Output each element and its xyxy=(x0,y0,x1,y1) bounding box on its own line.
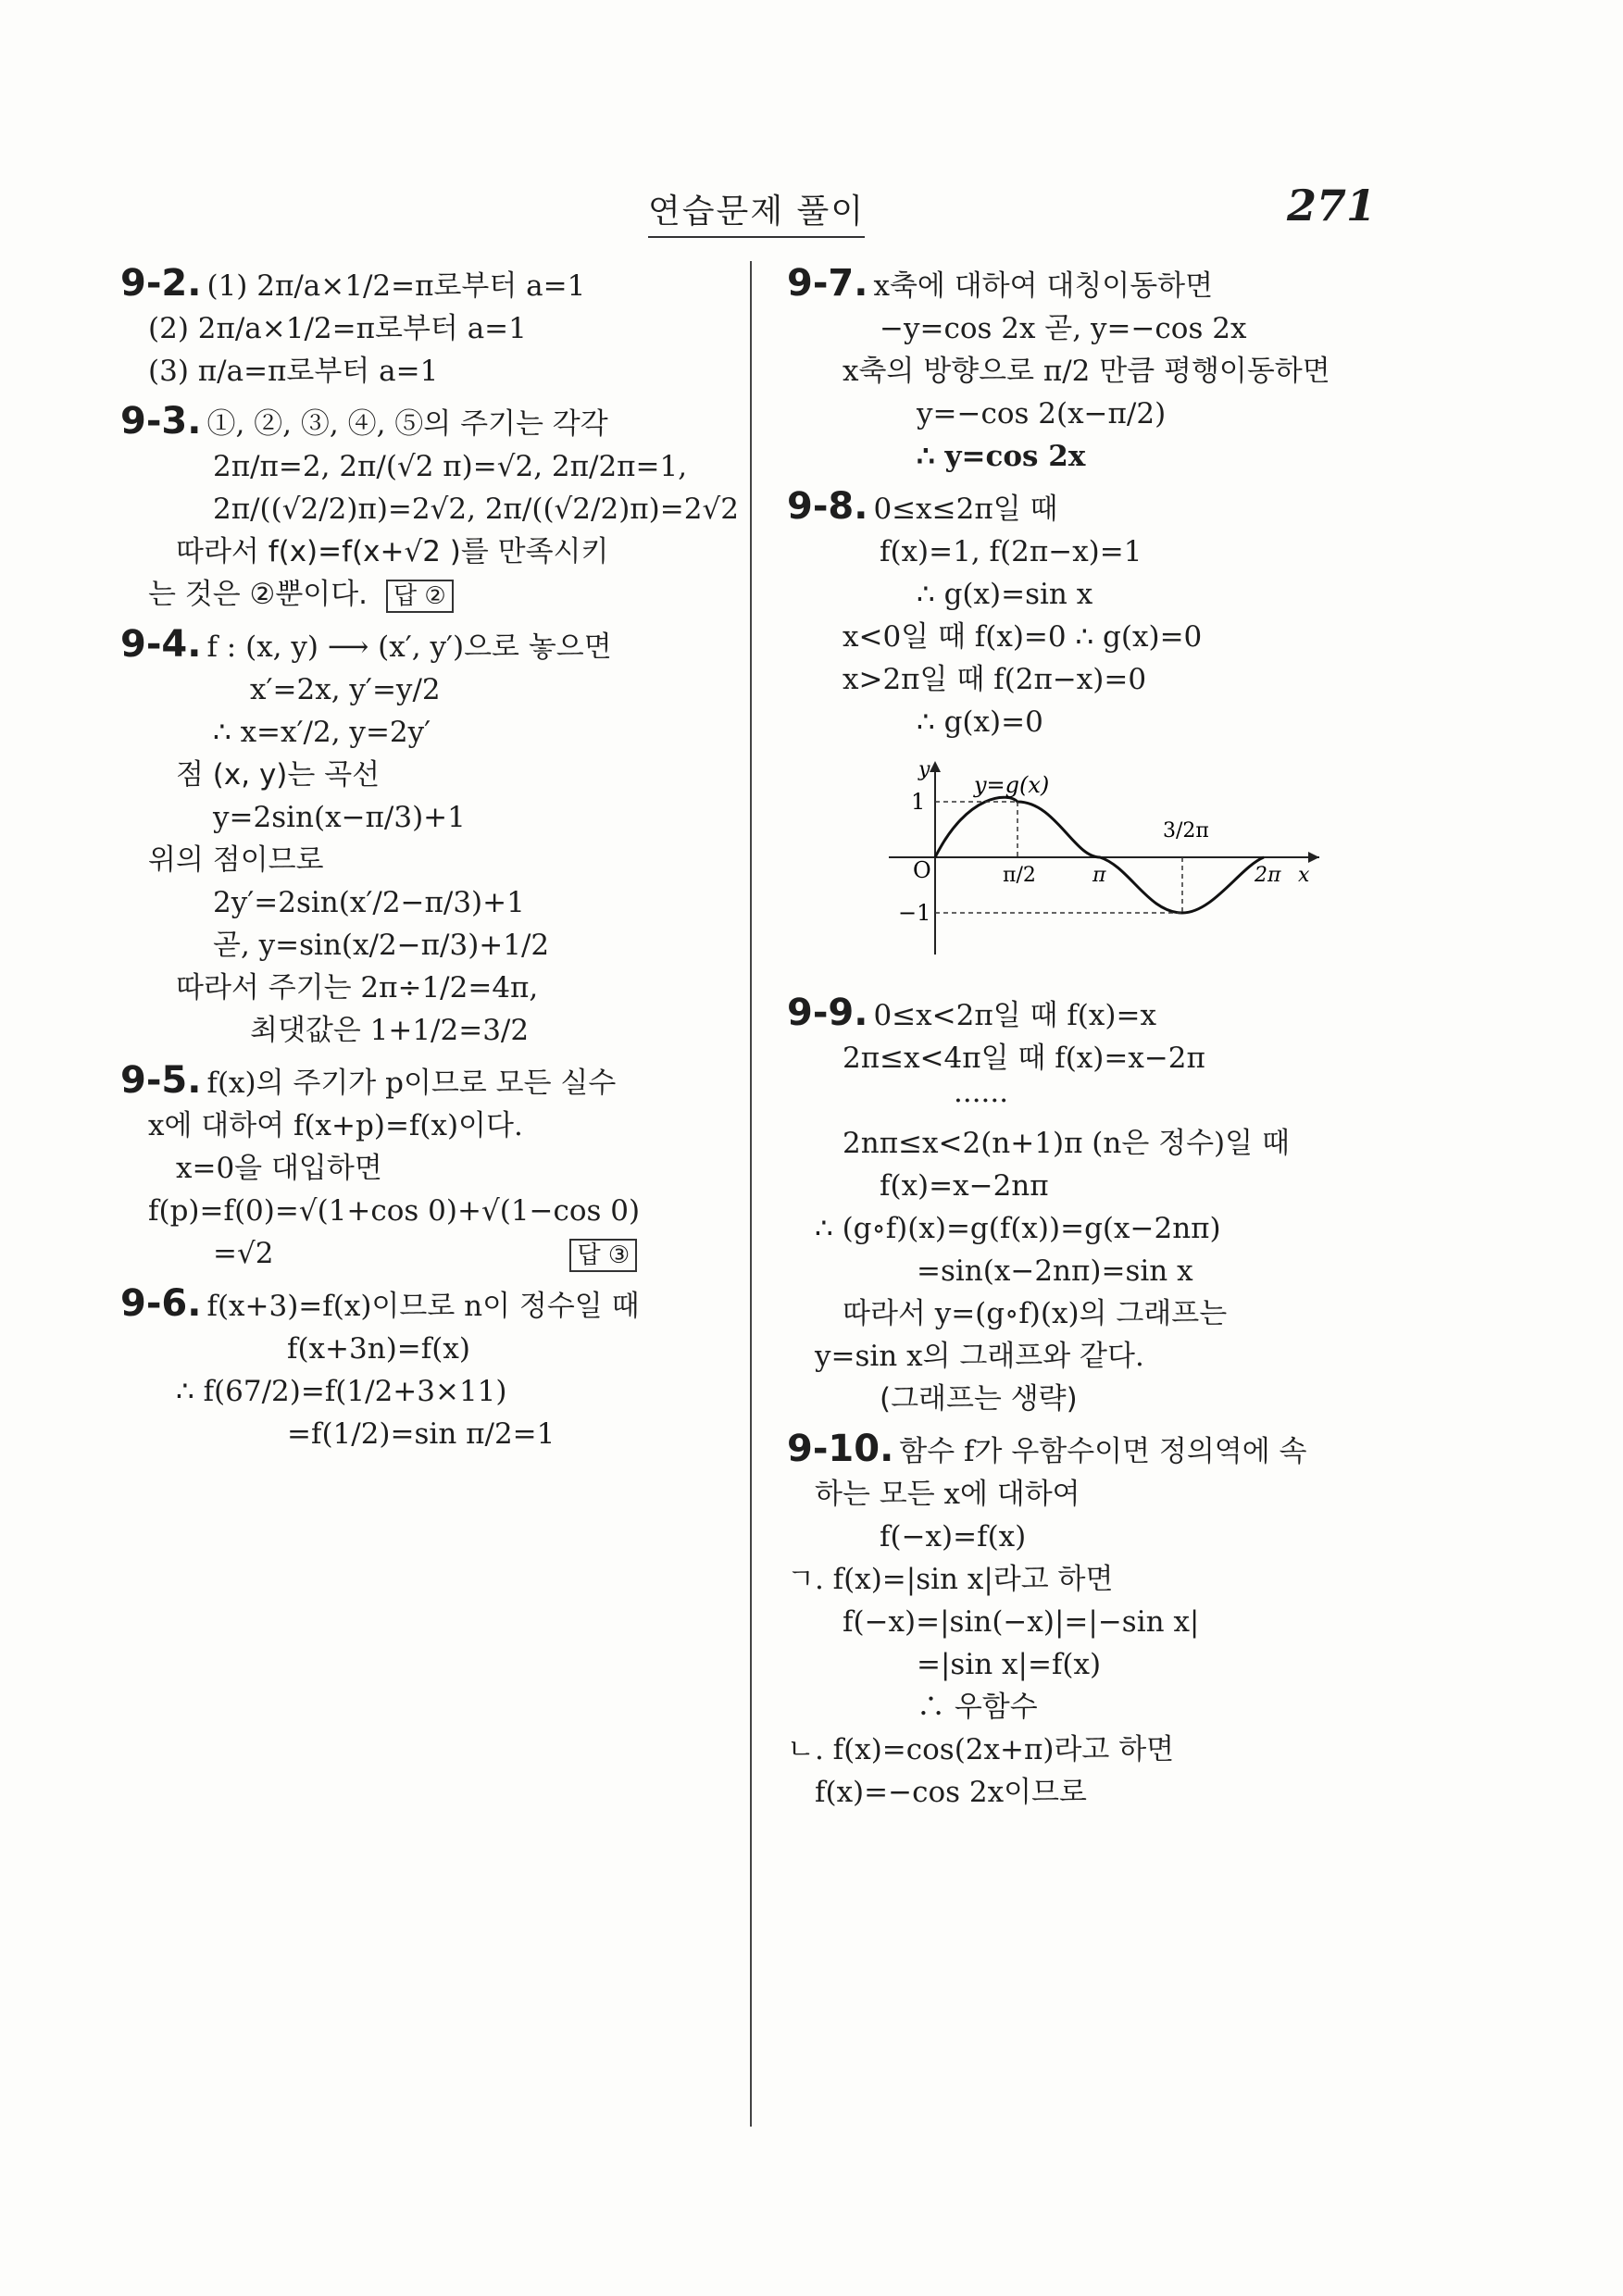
y-label: y xyxy=(918,758,930,781)
solution-line: f(x)=−cos 2x이므로 xyxy=(815,1776,1087,1809)
problem-number: 9-9. xyxy=(787,992,868,1034)
solution-line: ∴ f(67/2)=f(1/2+3×11) xyxy=(176,1375,507,1408)
solution-line: 2y′=2sin(x′/2−π/3)+1 xyxy=(213,886,525,919)
solution-line: ∴ 우함수 xyxy=(917,1691,1038,1724)
x-axis-arrow xyxy=(1308,852,1319,863)
right-column xyxy=(787,259,1426,1824)
solution-line: =f(1/2)=sin π/2=1 xyxy=(287,1417,556,1451)
problem-number: 9-2. xyxy=(120,262,202,305)
solution-line: (2) 2π/a×1/2=π로부터 a=1 xyxy=(148,312,527,345)
solution-line: x축의 방향으로 π/2 만큼 평행이동하면 xyxy=(843,355,1330,388)
solution-line: f(x+3)=f(x)이므로 n이 정수일 때 xyxy=(206,1290,640,1323)
solution-line: 는 것은 ②뿐이다. xyxy=(148,578,368,611)
solution-line: ∴ g(x)=0 xyxy=(917,705,1043,739)
solution-line: x<0일 때 f(x)=0 ∴ g(x)=0 xyxy=(843,620,1203,654)
problem-9-7 xyxy=(787,262,1426,475)
solution-line: ∴ y=cos 2x xyxy=(917,440,1086,473)
solution-line: (3) π/a=π로부터 a=1 xyxy=(148,355,439,388)
tick-label-minus-one: −1 xyxy=(898,900,931,926)
solution-line: ㄱ. f(x)=|sin x|라고 하면 xyxy=(787,1563,1114,1596)
solution-line: 따라서 주기는 2π÷1/2=4π, xyxy=(176,971,539,1004)
answer-box: 답 ② xyxy=(386,580,454,613)
solution-line: y=sin x의 그래프와 같다. xyxy=(815,1340,1144,1373)
solution-line: 곧, y=sin(x/2−π/3)+1/2 xyxy=(213,929,550,962)
solution-line: x에 대하여 f(x+p)=f(x)이다. xyxy=(148,1109,523,1142)
solution-line: ①, ②, ③, ④, ⑤의 주기는 각각 xyxy=(206,407,608,441)
solution-line: =sin(x−2nπ)=sin x xyxy=(917,1254,1193,1288)
solution-line: f(−x)=f(x) xyxy=(880,1520,1027,1554)
solution-line: f(x)의 주기가 p이므로 모든 실수 xyxy=(206,1067,617,1100)
solution-line: x′=2x, y′=y/2 xyxy=(250,673,441,706)
left-column xyxy=(120,259,739,1466)
solution-line: 최댓값은 1+1/2=3/2 xyxy=(250,1014,530,1047)
solution-line: y=−cos 2(x−π/2) xyxy=(917,397,1167,430)
solution-line: 하는 모든 x에 대하여 xyxy=(815,1478,1080,1511)
tick-label-three-half-pi: 3/2π xyxy=(1163,819,1209,842)
solution-line: f(p)=f(0)=√(1+cos 0)+√(1−cos 0) xyxy=(148,1194,641,1228)
problem-9-3 xyxy=(120,400,739,613)
solution-line: 따라서 y=(g∘f)(x)의 그래프는 xyxy=(843,1297,1228,1330)
solution-line: (그래프는 생략) xyxy=(880,1382,1078,1416)
problem-number: 9-8. xyxy=(787,485,868,528)
origin-label: O xyxy=(913,857,931,883)
solution-line: =|sin x|=f(x) xyxy=(917,1648,1102,1681)
problem-9-10 xyxy=(787,1430,1426,1811)
problem-9-4 xyxy=(120,623,731,1049)
tick-label-two-pi: 2π xyxy=(1255,864,1281,887)
problem-9-2 xyxy=(120,262,731,390)
problem-9-8 xyxy=(787,485,1426,981)
problem-number: 9-5. xyxy=(120,1059,202,1102)
solution-line: f(x)=1, f(2π−x)=1 xyxy=(880,535,1142,568)
solution-line: ······ xyxy=(954,1084,1009,1117)
solution-line: f(x)=x−2nπ xyxy=(880,1169,1049,1203)
y-axis-arrow xyxy=(930,761,941,772)
solution-line: x>2π일 때 f(2π−x)=0 xyxy=(843,663,1147,696)
solution-line: 2π/((√2/2)π)=2√2, 2π/((√2/2)π)=2√2 xyxy=(213,493,739,526)
solution-line: 2π≤x<4π일 때 f(x)=x−2π xyxy=(843,1042,1205,1075)
answer-box: 답 ③ xyxy=(569,1239,637,1272)
solution-line: 따라서 f(x)=f(x+√2 )를 만족시키 xyxy=(176,535,609,568)
solution-line: x=0을 대입하면 xyxy=(176,1152,382,1185)
solution-line: f(x+3n)=f(x) xyxy=(287,1332,470,1366)
solution-line: 위의 점이므로 xyxy=(148,843,324,877)
problem-9-5 xyxy=(120,1059,731,1272)
problem-9-9 xyxy=(787,994,1426,1417)
column-divider xyxy=(750,261,752,2127)
tick-label-pi: π xyxy=(1092,864,1106,887)
page-title: 연습문제 풀이 xyxy=(648,185,865,238)
solution-line: 2nπ≤x<2(n+1)π (n은 정수)일 때 xyxy=(843,1127,1290,1160)
curve-label: y=g(x) xyxy=(974,772,1050,798)
solution-line: ∴ x=x′/2, y=2y′ xyxy=(213,716,431,749)
problem-9-6 xyxy=(120,1282,731,1453)
solution-line: 0≤x≤2π일 때 xyxy=(873,493,1058,526)
solution-line: 함수 f가 우함수이면 정의역에 속 xyxy=(899,1435,1307,1468)
solution-line: f(−x)=|sin(−x)|=|−sin x| xyxy=(843,1605,1200,1639)
problem-number: 9-4. xyxy=(120,623,202,666)
solution-line: ∴ (g∘f)(x)=g(f(x))=g(x−2nπ) xyxy=(815,1212,1221,1245)
solution-line: 점 (x, y)는 곡선 xyxy=(176,758,381,792)
solution-line: −y=cos 2x 곧, y=−cos 2x xyxy=(880,312,1247,345)
problem-number: 9-3. xyxy=(120,400,202,443)
solution-line: 0≤x<2π일 때 f(x)=x xyxy=(873,999,1156,1032)
solution-line: ㄴ. f(x)=cos(2x+π)라고 하면 xyxy=(787,1733,1175,1766)
solution-line: =√2 xyxy=(213,1237,274,1270)
problem-number: 9-6. xyxy=(120,1282,202,1325)
solution-line: 2π/π=2, 2π/(√2 π)=√2, 2π/2π=1, xyxy=(213,450,688,483)
sine-graph xyxy=(870,755,1324,959)
problem-number: 9-10. xyxy=(787,1428,894,1470)
tick-label-one: 1 xyxy=(911,789,926,815)
solution-line: ∴ g(x)=sin x xyxy=(917,578,1093,611)
solution-line: (1) 2π/a×1/2=π로부터 a=1 xyxy=(206,269,586,303)
x-label: x xyxy=(1298,864,1310,887)
sine-curve xyxy=(935,797,1264,913)
tick-label-half-pi: π/2 xyxy=(1003,864,1036,887)
solution-line: x축에 대하여 대칭이동하면 xyxy=(873,269,1214,303)
problem-number: 9-7. xyxy=(787,262,868,305)
solution-line: y=2sin(x−π/3)+1 xyxy=(213,801,466,834)
page-number: 271 xyxy=(1287,181,1377,231)
solution-line: f : (x, y) ⟶ (x′, y′)으로 놓으면 xyxy=(206,630,612,664)
